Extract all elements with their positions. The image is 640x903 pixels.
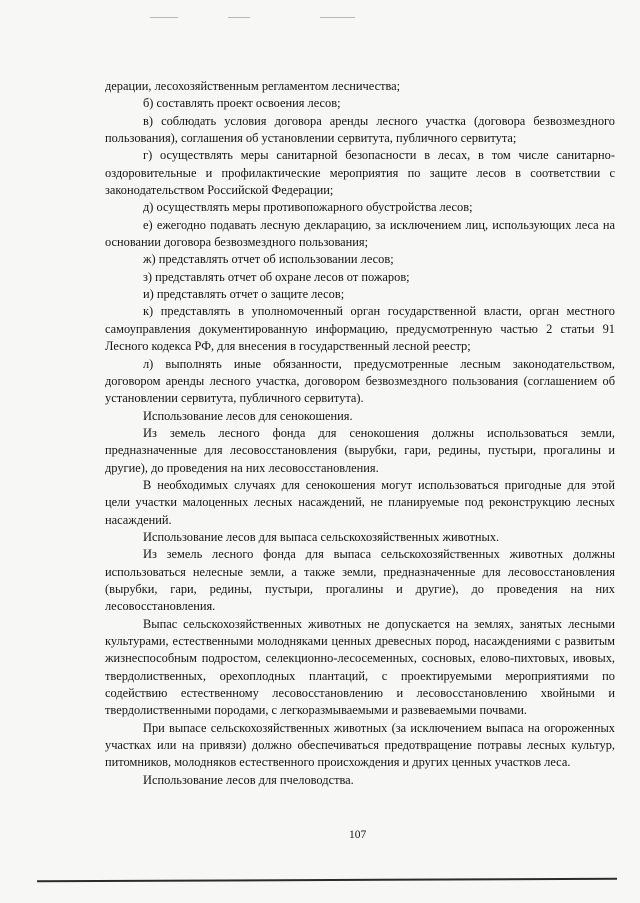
paragraph: г) осуществлять меры санитарной безопасности в лесах, в том числе санитарно-оздоровительные и профилактические мероприятия по защите лесов в соответствии с законодательством Российской Федерации;: [105, 148, 615, 198]
paragraph: в) соблюдать условия договора аренды лесного участка (договора безвозмездного пользования), соглашения об установлении сервитута, публичного сервитута;: [105, 113, 615, 146]
page-number: 107: [349, 829, 367, 841]
paragraph: з) представлять отчет об охране лесов от пожаров;: [143, 269, 410, 284]
paragraph: Использование лесов для пчеловодства.: [143, 772, 354, 787]
paragraph: и) представлять отчет о защите лесов;: [143, 287, 345, 302]
paragraph: дерации, лесохозяйственным регламентом лесничества;: [105, 79, 401, 93]
paragraph: ж) представлять отчет об использовании лесов;: [143, 252, 394, 267]
document-body: [105, 78, 615, 789]
paragraph: к) представлять в уполномоченный орган государственной власти, орган местного самоуправления документированную информацию, предусмотренную частью 2 статьи 91 Лесного кодекса РФ, для внесения в государственный лесной реестр;: [105, 304, 615, 354]
paragraph: При выпасе сельскохозяйственных животных (за исключением выпаса на огороженных участках или на привязи) должно обеспечиваться предотвращение потравы лесных культур, питомников, молодняков естественного происхождения и других ценных участков леса.: [105, 720, 615, 770]
paragraph: Использование лесов для сенокошения.: [143, 408, 353, 423]
paragraph: Выпас сельскохозяйственных животных не допускается на землях, занятых лесными культурами, естественными молодняками ценных древесных пород, насаждениями с развитым жизнеспособным подростом, селекционно-лесосеменных, сосновых, елово-пихтовых, ивовых, твердолиственных, орехоплодных плантаций, с проектируемыми мероприятиями по содействию естественному лесовосстановлению и лесовосстановлению хвойными и твердолиственными породами, с легкоразмываемыми и развеваемыми почвами.: [105, 616, 615, 718]
paragraph: Из земель лесного фонда для выпаса сельскохозяйственных животных должны использоваться нелесные земли, а также земли, предназначенные для лесовосстановления (вырубки, гари, редины, пустыри, прогалины и другие), до проведения на них лесовосстановления.: [105, 547, 615, 614]
scan-artifact-marks: [150, 14, 360, 22]
paragraph: Из земель лесного фонда для сенокошения должны использоваться земли, предназначенные для лесовосстановления (вырубки, гари, редины, пустыри, прогалины и другие), до проведения на них лесовосстановления.: [105, 425, 615, 475]
paragraph: Использование лесов для выпаса сельскохозяйственных животных.: [143, 529, 500, 544]
paragraph: В необходимых случаях для сенокошения могут использоваться пригодные для этой цели участки малоценных лесных насаждений, не планируемые под реконструкцию лесных насаждений.: [105, 477, 615, 527]
paragraph: б) составлять проект освоения лесов;: [143, 96, 341, 111]
paragraph: е) ежегодно подавать лесную декларацию, за исключением лиц, использующих леса на основании договора безвозмездного пользования;: [105, 217, 615, 250]
bottom-rule: [37, 878, 617, 883]
paragraph: д) осуществлять меры противопожарного обустройства лесов;: [143, 200, 473, 215]
paragraph: л) выполнять иные обязанности, предусмотренные лесным законодательством, договором аренды лесного участка, договором безвозмездного пользования (соглашением об установлении сервитута, публичного сервитута).: [105, 356, 615, 406]
